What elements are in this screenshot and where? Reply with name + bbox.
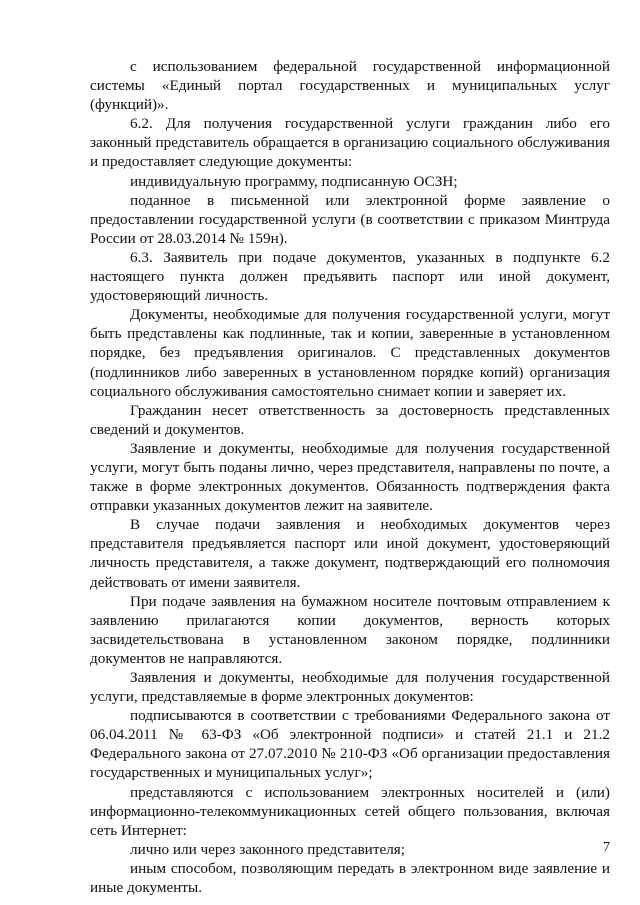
- paragraph-responsibility: Гражданин несет ответственность за достоверность представленных сведений и документов.: [90, 401, 610, 438]
- paragraph-postal: При подаче заявления на бумажном носителе почтовым отправлением к заявлению прилагаются копии документов, верность которых засвидетельствована в установленном законом порядке, подлинники документов не направляются.: [90, 592, 610, 667]
- paragraph-6-3: 6.3. Заявитель при подаче документов, указанных в подпункте 6.2 настоящего пункта должен предъявить паспорт или иной документ, удостоверяющий личность.: [90, 248, 610, 305]
- paragraph-in-person: лично или через законного представителя;: [130, 840, 405, 858]
- paragraph-representative: В случае подачи заявления и необходимых документов через представителя предъявляется паспорт или иной документ, удостоверяющий личность представителя, а также документ, подтверждающий его полномочия действовать от имени заявителя.: [90, 516, 610, 591]
- paragraph-submission-methods: Заявление и документы, необходимые для получения государственной услуги, могут быть поданы лично, через представителя, направлены по почте, а также в форме электронных документов. Обязанность подтверждения факта отправки указанных документов лежит на заявителе.: [90, 439, 610, 515]
- paragraph-application: поданное в письменной или электронной форме заявление о предоставлении государственной услуги (в соответствии с приказом Минтруда России от 28.03.2014 № 159н).: [90, 191, 610, 247]
- paragraph-electronic-media: представляются с использованием электронных носителей и (или) информационно-телекоммуникационных сетей общего пользования, включая сеть Интернет:: [90, 783, 610, 839]
- page-number: 7: [603, 840, 610, 855]
- paragraph-documents-copies: Документы, необходимые для получения государственной услуги, могут быть представлены как подлинные, так и копии, заверенные в установленном порядке, без предъявления оригиналов. С представленных документов (подлинников либо заверенных в установленном порядке копий) организация социального обслуживания самостоятельно снимает копии и заверяет их.: [90, 306, 610, 400]
- paragraph-other-method: иным способом, позволяющим передать в электронном виде заявление и иные документы.: [90, 859, 610, 897]
- paragraph-individual-program: индивидуальную программу, подписанную ОСЗН;: [130, 172, 458, 190]
- paragraph-signed: подписываются в соответствии с требованиями Федерального закона от 06.04.2011 № 63-ФЗ «Об электронной подписи» и статей 21.1 и 21.2 Федерального закона от 27.07.2010 № 210-ФЗ «Об организации предоставления государственных и муниципальных услуг»;: [90, 707, 610, 782]
- document-body: [90, 57, 610, 897]
- paragraph-electronic-documents: Заявления и документы, необходимые для получения государственной услуги, представляемые в форме электронных документов:: [90, 669, 610, 706]
- paragraph-6-2: 6.2. Для получения государственной услуги гражданин либо его законный представитель обращается в организацию социального обслуживания и предоставляет следующие документы:: [90, 115, 610, 171]
- paragraph-continuation: с использованием федеральной государственной информационной системы «Единый портал государственных и муниципальных услуг (функций)».: [90, 58, 610, 114]
